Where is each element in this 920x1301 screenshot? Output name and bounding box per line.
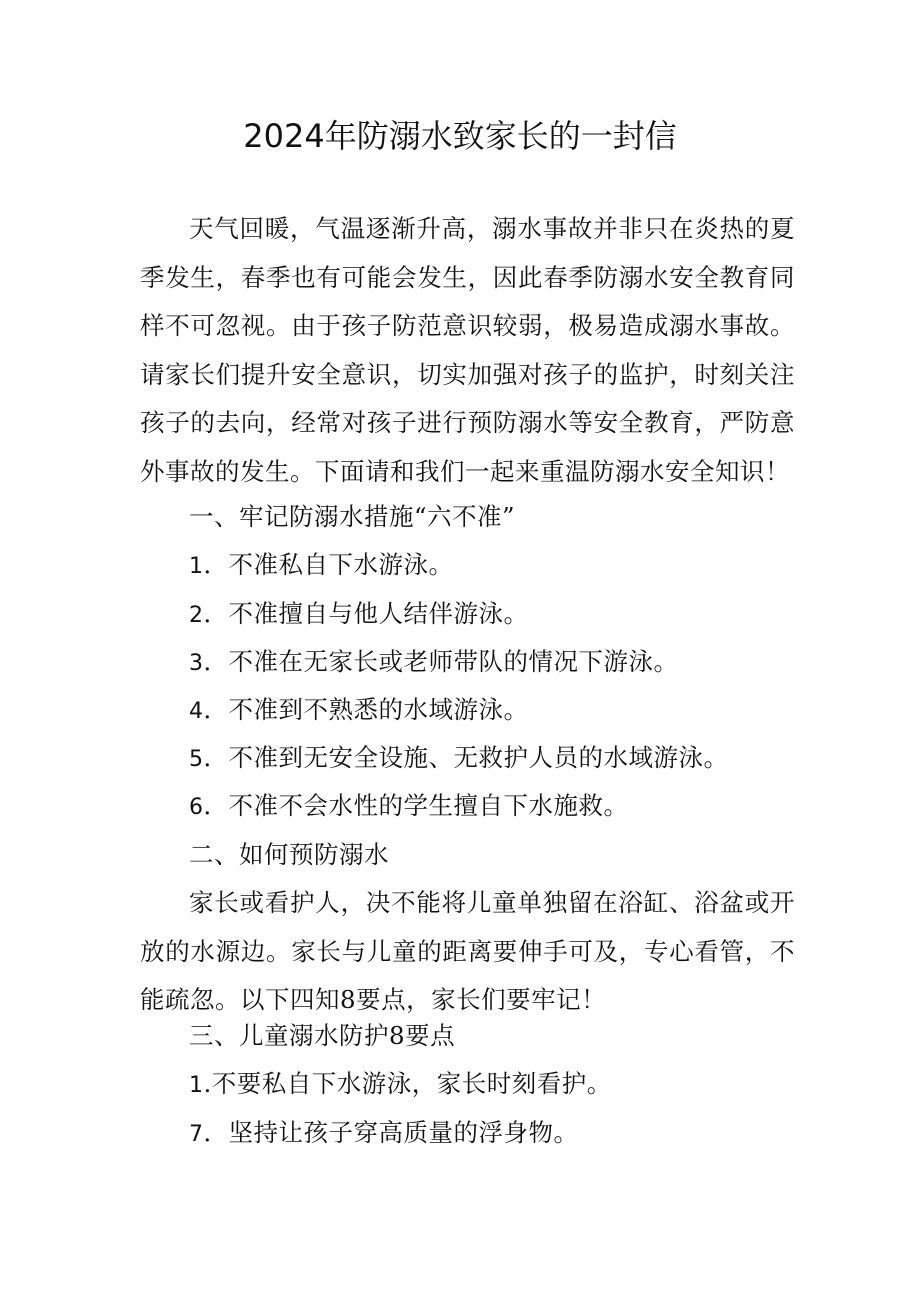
section-1-heading: 一、牢记防溺水措施“六不准”: [189, 502, 516, 531]
rule-item-number: 1: [189, 554, 204, 579]
rule-item-3: [189, 642, 809, 684]
rule-item-number: 3: [189, 651, 204, 676]
rule-item-text: ．不准私自下水游泳。: [203, 550, 454, 579]
rule-item-number: 4: [189, 699, 204, 724]
rule-item-2: [189, 594, 809, 636]
rule-item-text: ．不准不会水性的学生擅自下水施救。: [203, 791, 629, 820]
protection-item-text: .不要私自下水游泳，家长时刻看护。: [203, 1069, 612, 1098]
rule-item-text: ．不准在无家长或老师带队的情况下游泳。: [203, 647, 679, 676]
protection-item-text: ．坚持让孩子穿高质量的浮身物。: [203, 1118, 579, 1147]
section-3-heading: 三、儿童溺水防护8要点: [189, 1021, 456, 1050]
rule-item-text: ．不准擅自与他人结伴游泳。: [203, 599, 529, 628]
section-2-heading: 二、如何预防溺水: [189, 840, 389, 869]
rule-item-4: [189, 690, 809, 732]
protection-item-1: [189, 1064, 809, 1106]
rule-item-1: [189, 545, 809, 587]
intro-paragraph: 天气回暖，气温逐渐升高，溺水事故并非只在炎热的夏季发生，春季也有可能会发生，因此春季防溺水安全教育同样不可忽视。由于孩子防范意识较弱，极易造成溺水事故。请家长们提升安全意识，切实加强对孩子的监护，时刻关注孩子的去向，经常对孩子进行预防溺水等安全教育，严防意外事故的发生。下面请和我们一起来重温防溺水安全知识！: [140, 214, 795, 486]
protection-item-number: 7: [189, 1122, 204, 1147]
rule-item-6: [189, 786, 809, 828]
rule-item-number: 6: [189, 795, 204, 820]
rule-item-number: 5: [189, 747, 204, 772]
rule-item-5: [189, 738, 809, 780]
section-2-paragraph: 家长或看护人，决不能将儿童单独留在浴缸、浴盆或开放的水源边。家长与儿童的距离要伸手可及，专心看管，不能疏忽。以下四知8要点，家长们要牢记！: [140, 888, 795, 1014]
rule-item-text: ．不准到无安全设施、无救护人员的水域游泳。: [203, 743, 729, 772]
protection-item-number: 1: [189, 1073, 204, 1098]
rule-item-number: 2: [189, 603, 204, 628]
rule-item-text: ．不准到不熟悉的水域游泳。: [203, 695, 529, 724]
document-title: 2024年防溺水致家长的一封信: [243, 117, 677, 155]
protection-item-7: [189, 1113, 809, 1155]
